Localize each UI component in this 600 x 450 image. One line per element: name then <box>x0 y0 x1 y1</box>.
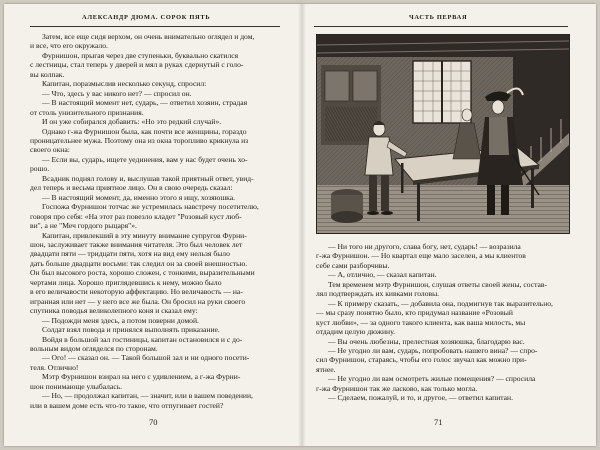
text-line: шон, заслуживает также внимания читателя. Это был человек лет <box>30 239 243 249</box>
text-line: Фурнишон, прыгая через две ступеньки, буквально скатился <box>42 50 239 60</box>
engraving-illustration <box>316 34 570 234</box>
text-line: Однако г-жа Фурнишон была, как почти все женщины, гораздо <box>42 126 247 136</box>
text-line: говоря про себя: «На этот раз повезло кладет "Розовый куст люб- <box>30 211 242 221</box>
text-line: — мы сразу понятно было, кто придумал название «Розовый <box>316 308 513 318</box>
left-page-body <box>30 32 282 410</box>
text-line: — Если вы, сударь, ищете уединения, вам у нас будет очень хо- <box>42 154 248 164</box>
text-line: сил Фурнишон, стараясь, чтобы его голос звучал как можно при- <box>316 355 527 365</box>
text-line: дел теперь и весьма приятное лицо. Он в свою очередь сказал: <box>30 183 233 193</box>
text-line: — Что, здесь у вас никого нет? — спросил он. <box>42 88 192 98</box>
text-line: двадцати пяти — тридцати пяти, хотя на вид ему нельзя было <box>30 249 230 259</box>
text-line: вы колпак. <box>30 69 65 79</box>
page-number-right: 71 <box>434 417 443 427</box>
text-line: рошо. <box>30 164 50 174</box>
text-line: своего окна: <box>30 145 70 155</box>
text-line: лял подтверждать их кивками головы. <box>316 289 440 299</box>
text-line: Войдя в большой зал гостиницы, капитан остановился и с до- <box>42 334 243 344</box>
text-line: — Вы очень любезны, прелестная хозяюшка, благодарю вас. <box>328 336 525 346</box>
text-line: Он был высокого роста, хорошо сложен, с тонкими, выразительными <box>30 268 255 278</box>
book-spread <box>4 4 596 446</box>
text-line: Тем временем мэтр Фурнишон, слушая ответы своей жены, состав- <box>328 279 548 289</box>
right-page <box>304 4 596 446</box>
running-head-right: ЧАСТЬ ПЕРВАЯ <box>409 14 468 21</box>
running-head-rule-left <box>30 26 280 27</box>
text-line: и все, что его окружало. <box>30 41 108 51</box>
text-line: куст любви», — за одного такого клиента, как ваша милость, мы <box>316 317 526 327</box>
right-page-body <box>316 242 570 403</box>
text-line: отдадим целую дюжину. <box>316 327 396 337</box>
left-page <box>4 4 300 446</box>
text-line: — В настоящий момент нет, сударь, — ответил хозяин, страдая <box>42 98 248 108</box>
text-line: — Не угодно ли вам, сударь, попробовать нашего вина? — спро- <box>328 345 538 355</box>
text-line: ятнее. <box>316 364 336 374</box>
text-line: вольным видом огляделся по сторонам. <box>30 343 158 353</box>
text-line: Капитан, поразмыслив несколько секунд, спросил: <box>42 79 207 89</box>
text-line: — Ого! — сказал он. — Такой большой зал и ни одного посети- <box>42 353 250 363</box>
text-line: или в вашем доме есть что-то такое, что отпугивает гостей? <box>30 400 224 410</box>
text-line: Солдат взял повода и принялся выполнять приказание. <box>42 325 220 335</box>
text-line: шон понимающе улыбалась. <box>30 381 123 391</box>
text-line: — Не угодно ли вам осмотреть жилые помещения? — спросила <box>328 374 536 384</box>
text-line: дать больше двадцати восьми: так следил он за своей внешностью. <box>30 258 248 268</box>
text-line: от столь унизительного признания. <box>30 107 144 117</box>
text-line: — Но, — продолжал капитан, — значит, или в вашем поведении, <box>42 391 253 401</box>
text-line: — В настоящий момент, да, именно этого я ищу, хозяюшка. <box>42 192 236 202</box>
text-line: Всадник поднял голову и, выслушав такой приятный ответ, увид- <box>42 173 254 183</box>
text-line: — Сделаем, пожалуй, и то, и другое, — ответил капитан. <box>328 393 514 403</box>
text-line: в его величавости некоторую аффектацию. Но величавость — на- <box>30 287 243 297</box>
text-line: — Подожди меня здесь, а потом поверни домой. <box>42 315 199 325</box>
text-line: ви", а не "Меч гордого рыцаря"». <box>30 221 137 231</box>
running-head-left: АЛЕКСАНДР ДЮМА. СОРОК ПЯТЬ <box>82 14 211 21</box>
text-line: себе сами разборчивы. <box>316 260 390 270</box>
text-line: г-жа Фурнишон. — Но квартал еще мало заселен, а мы клиентов <box>316 251 526 261</box>
text-line: чертами лица. Хорошо приглядевшись к нему, можно было <box>30 277 222 287</box>
text-line: Капитан, привлекший в эту минуту внимание супругов Фурни- <box>42 230 247 240</box>
text-line: Госпожа Фурнишон тотчас же устремилась навстречу посетителю, <box>42 202 259 212</box>
text-line: проницательнее мужа. Поэтому она из окна торопливо крикнула из <box>30 135 249 145</box>
text-line: И он уже собирался добавить: «Но это редкий случай». <box>42 117 222 127</box>
tavern-interior-engraving <box>317 35 569 233</box>
running-head-rule-right <box>314 26 568 27</box>
text-line: — К примеру сказать, — добавила она, подмигнув так выразительно, <box>328 298 553 308</box>
text-line: — Ни того ни другого, слава богу, нет, сударь! — возразила <box>328 242 521 251</box>
text-line: теля. Отлично! <box>30 362 79 372</box>
text-line: с лестницы, стал теперь у дверей и мял в руках сдернутый с голо- <box>30 60 244 70</box>
text-line: Мэтр Фурнишон взирал на него с удивлением, а г-жа Фурни- <box>42 372 241 382</box>
text-line: — А, отлично, — сказал капитан. <box>328 270 437 280</box>
text-line: игранная или нет — у него все же была. Он бросил на руки своего <box>30 296 246 306</box>
text-line: спутника поводья великолепного коня и сказал ему: <box>30 306 198 316</box>
page-number-left: 70 <box>149 417 158 427</box>
text-line: г-жа Фурнишон так же ласково, как только могла. <box>316 383 478 393</box>
text-line: Затем, все еще сидя верхом, он очень внимательно оглядел и дом, <box>42 32 255 41</box>
